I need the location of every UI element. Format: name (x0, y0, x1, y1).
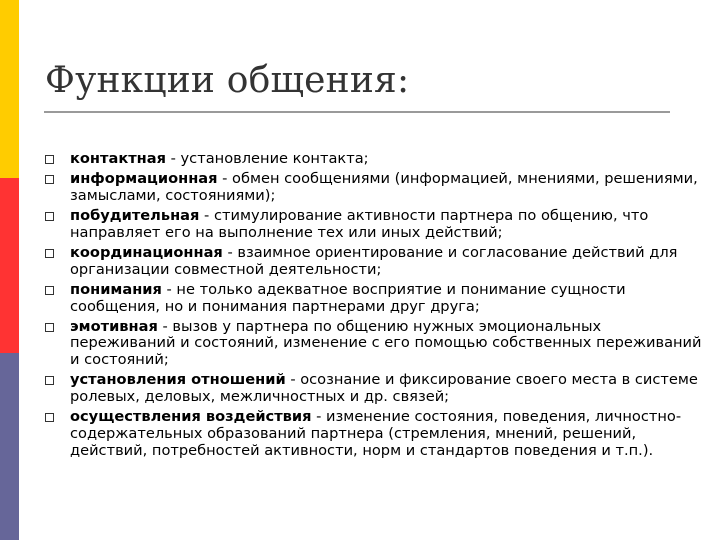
square-bullet-icon (45, 175, 54, 184)
list-item (44, 319, 704, 369)
function-term: понимания (70, 280, 162, 298)
square-bullet-icon (45, 323, 54, 332)
function-description: - обмен сообщениями (информацией, мнениями, решениями, замыслами, состояниями); (70, 170, 698, 204)
function-term: контактная (70, 150, 166, 167)
function-term: установления отношений (70, 371, 286, 389)
square-bullet-icon (45, 413, 54, 422)
functions-list (44, 151, 704, 463)
title-divider (44, 111, 670, 113)
function-description: - осознание и фиксирование своего места в системе ролевых, деловых, межличностных и др. связей; (70, 371, 698, 406)
list-item (44, 372, 704, 406)
function-description: - установление контакта; (166, 150, 369, 167)
square-bullet-icon (45, 155, 54, 164)
square-bullet-icon (45, 212, 54, 221)
function-term: координационная (70, 243, 223, 261)
function-description: - не только адекватное восприятие и понимание сущности сообщения, но и понимания партнерами друг друга; (70, 280, 626, 315)
function-term: осуществления воздействия (70, 408, 312, 426)
function-term: эмотивная (70, 317, 158, 335)
list-item (44, 151, 704, 168)
accent-band-purple (0, 353, 19, 540)
square-bullet-icon (45, 249, 54, 258)
square-bullet-icon (45, 286, 54, 295)
function-description: - взаимное ориентирование и согласование действий для организации совместной деятельности; (70, 243, 678, 278)
square-bullet-icon (45, 376, 54, 385)
accent-band-yellow (0, 0, 19, 178)
function-term: информационная (70, 170, 218, 188)
list-item (44, 409, 704, 459)
list-item (44, 282, 704, 316)
accent-band-red (0, 178, 19, 353)
list-item (44, 171, 704, 205)
slide-title: Функции общения: (45, 60, 410, 101)
function-description: - изменение состояния, поведения, личностно-содержательных образований партнера (стремления, мнений, решений, действий, потребностей активности, норм и стандартов поведения и т.п.). (70, 408, 682, 459)
function-description: - вызов у партнера по общению нужных эмоциональных переживаний и состояний, изменение с его помощью собственных переживаний и состояний; (70, 317, 702, 369)
function-term: побудительная (70, 206, 200, 224)
list-item (44, 245, 704, 279)
list-item (44, 208, 704, 242)
function-description: - стимулирование активности партнера по общению, что направляет его на выполнение тех или иных действий; (70, 206, 649, 241)
